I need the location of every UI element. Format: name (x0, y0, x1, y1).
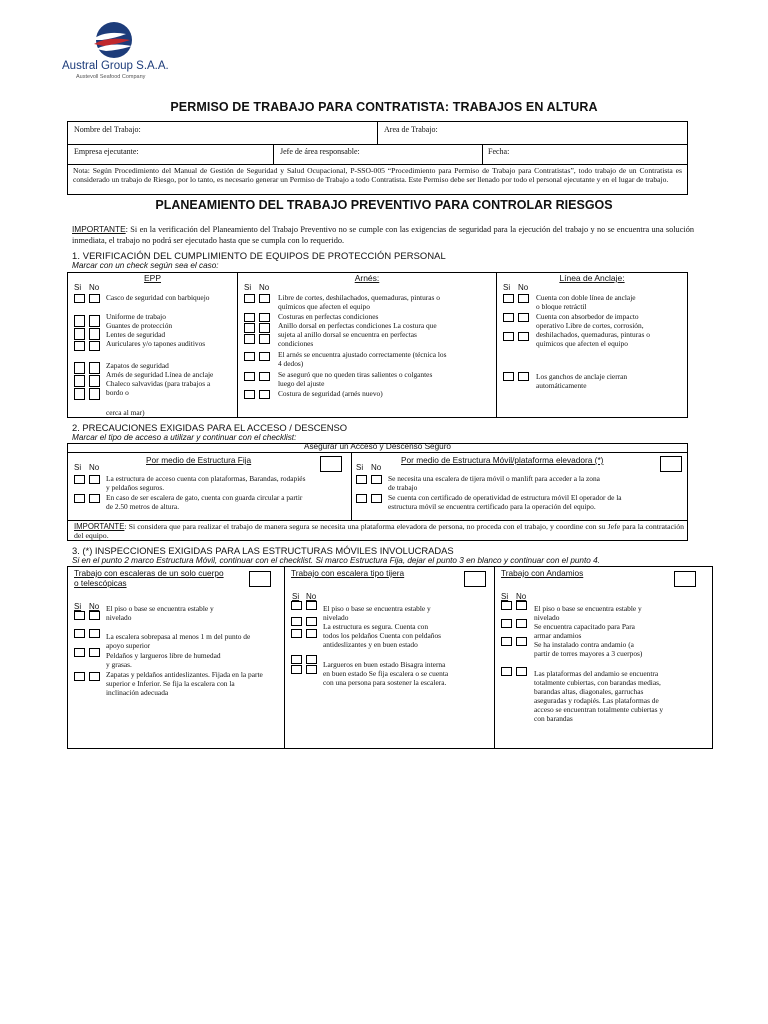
col1-si-checkbox[interactable] (74, 648, 85, 657)
movil-si-label: Si (356, 463, 364, 472)
arnes-no-checkbox[interactable] (259, 323, 270, 333)
anclaje-item: Los ganchos de anclaje cierran automáticamente (536, 372, 628, 390)
col2-si-label: Si (292, 592, 300, 601)
epp-title: EPP (143, 273, 161, 283)
empresa-field[interactable]: Empresa ejecutante: (74, 147, 139, 156)
epp-no-checkbox[interactable] (89, 388, 100, 400)
anclaje-no-checkbox[interactable] (518, 294, 529, 303)
col3-no-label: No (516, 592, 527, 601)
col1-item: El piso o base se encuentra estable y nivelado (106, 604, 214, 622)
arnes-title: Arnés: (354, 273, 380, 283)
col2-no-checkbox[interactable] (306, 655, 317, 664)
col3-si-label: Si (501, 592, 509, 601)
fija-title: Por medio de Estructura Fija (146, 455, 252, 465)
col1-no-checkbox[interactable] (89, 672, 100, 681)
s2-importante (74, 522, 684, 541)
s2-hint: Marcar el tipo de acceso a utilizar y continuar con el checklist: (72, 433, 297, 442)
epp-no-checkbox[interactable] (89, 328, 100, 340)
anclaje-si-checkbox[interactable] (503, 372, 514, 381)
fija-no-label: No (89, 463, 100, 472)
arnes-item: El arnés se encuentra ajustado correctamente (técnica los 4 dedos) (278, 350, 447, 368)
epp-si-checkbox[interactable] (74, 375, 85, 387)
col1-si-checkbox[interactable] (74, 611, 85, 620)
col3-si-checkbox[interactable] (501, 637, 512, 646)
epp-no-checkbox[interactable] (89, 362, 100, 374)
epp-no-checkbox[interactable] (89, 294, 100, 303)
fija-si-label: Si (74, 463, 82, 472)
col2-si-checkbox[interactable] (291, 629, 302, 638)
arnes-si-checkbox[interactable] (244, 323, 255, 333)
fecha-field[interactable]: Fecha: (488, 147, 510, 156)
arnes-no-checkbox[interactable] (259, 372, 270, 381)
arnes-item: Anillo dorsal en perfectas condiciones La costura que sujeta al anillo dorsal se encuentra en perfectas condiciones (278, 321, 437, 348)
movil-no-checkbox[interactable] (371, 475, 382, 484)
s2-importante-text: : Si considera que para realizar el trabajo de manera segura se necesita una plataforma elevadora de persona, no proceda con el trabajo, y coordine con su Jefe para la contratación del equipo. (74, 522, 684, 541)
s3-title: 3. (*) INSPECCIONES EXIGIDAS PARA LAS ESTRUCTURAS MÓVILES INVOLUCRADAS (72, 545, 454, 556)
col3-title: Trabajo con Andamios (501, 568, 584, 578)
epp-item: Uniforme de trabajo (106, 312, 166, 321)
anclaje-no-label: No (518, 283, 529, 292)
col1-no-checkbox[interactable] (89, 648, 100, 657)
movil-no-label: No (371, 463, 382, 472)
company-name: Austral Group S.A.A. (62, 60, 169, 72)
col1-item: La escalera sobrepasa al menos 1 m del punto de apoyo superior (106, 632, 251, 650)
arnes-si-checkbox[interactable] (244, 352, 255, 361)
epp-si-checkbox[interactable] (74, 315, 85, 327)
col3-no-checkbox[interactable] (516, 601, 527, 610)
epp-item: Arnés de seguridad Línea de anclaje Chaleco salvavidas (para trabajos a bordo o (106, 370, 214, 397)
col1-item: Peldaños y largueros libre de humedad y grasas. (106, 651, 221, 669)
col3-item: El piso o base se encuentra estable y nivelado (534, 604, 642, 622)
col3-item: Las plataformas del andamio se encuentra totalmente cubiertas, con barandas medias, barandas altas, diagonales, garruchas aseguradas y rodapiés. Las plataformas de acceso se encuentran totalmente cubiertas y con barandas (534, 669, 664, 723)
arnes-no-checkbox[interactable] (259, 352, 270, 361)
col2-no-checkbox[interactable] (306, 601, 317, 610)
col2-si-checkbox[interactable] (291, 655, 302, 664)
arnes-no-checkbox[interactable] (259, 313, 270, 322)
col1-title: Trabajo con escaleras de un solo cuerpo o telescópicas (74, 568, 224, 588)
col3-no-checkbox[interactable] (516, 619, 527, 628)
fija-no-checkbox[interactable] (89, 494, 100, 503)
epp-no-checkbox[interactable] (89, 341, 100, 351)
s1-table (67, 272, 688, 418)
col3-si-checkbox[interactable] (501, 667, 512, 676)
col3-item: Se ha instalado contra andamio (a partir de torres mayores a 3 cuerpos) (534, 640, 643, 658)
anclaje-no-checkbox[interactable] (518, 313, 529, 322)
arnes-si-checkbox[interactable] (244, 294, 255, 303)
importante-text: : Si en la verificación del Planeamiento del Trabajo Preventivo no se cumple con las exigencias de seguridad para la ejecución del trabajo y no se encuentra una solución inmediata, el trabajo no podrá ser ejecutado hasta que se cumpla con lo requerido. (72, 225, 694, 245)
arnes-no-checkbox[interactable] (259, 390, 270, 399)
col3-si-checkbox[interactable] (501, 619, 512, 628)
col2-no-checkbox[interactable] (306, 629, 317, 638)
anclaje-si-checkbox[interactable] (503, 332, 514, 341)
movil-title: Por medio de Estructura Móvil/plataforma elevadora (*) (401, 455, 604, 465)
arnes-no-checkbox[interactable] (259, 334, 270, 344)
epp-no-label: No (89, 283, 100, 292)
document-title: PERMISO DE TRABAJO PARA CONTRATISTA: TRABAJOS EN ALTURA (170, 100, 598, 114)
col3-no-checkbox[interactable] (516, 667, 527, 676)
col1-si-checkbox[interactable] (74, 672, 85, 681)
epp-item: Lentes de seguridad (106, 330, 166, 339)
col1-si-label: Si (74, 602, 82, 611)
importante-label: IMPORTANTE (72, 224, 126, 234)
anclaje-si-checkbox[interactable] (503, 294, 514, 303)
movil-item: Se necesita una escalera de tijera móvil o manlift para acceder a la zona de trabajo (388, 474, 600, 492)
fija-si-checkbox[interactable] (74, 475, 85, 484)
col2-select-box[interactable] (464, 571, 486, 587)
logo-icon (64, 18, 164, 62)
col1-select-box[interactable] (249, 571, 271, 587)
nombre-trabajo-field[interactable]: Nombre del Trabajo: (74, 125, 141, 134)
col2-si-checkbox[interactable] (291, 601, 302, 610)
movil-si-checkbox[interactable] (356, 494, 367, 503)
epp-item: Auriculares y/o tapones auditivos (106, 339, 206, 348)
movil-si-checkbox[interactable] (356, 475, 367, 484)
movil-item: Se cuenta con certificado de operatividad de estructura móvil El operador de la estructura móvil se encuentra certificado para la operación del equipo. (388, 493, 622, 511)
anclaje-item: Cuenta con absorbedor de impacto operativo Libre de cortes, corrosión, deshilachados, quemaduras, pinturas o químicos que afecten el equipo (536, 312, 650, 348)
anclaje-no-checkbox[interactable] (518, 372, 529, 381)
importante-note (72, 224, 694, 246)
col3-item: Se encuentra capacitado para Para armar andamios (534, 622, 635, 640)
arnes-si-checkbox[interactable] (244, 334, 255, 344)
arnes-si-checkbox[interactable] (244, 313, 255, 322)
header-fields-table (67, 121, 688, 195)
col3-no-checkbox[interactable] (516, 637, 527, 646)
col2-title: Trabajo con escalera tipo tijera (291, 568, 405, 578)
nota-text: Nota: Según Procedimiento del Manual de Gestión de Seguridad y Salud Ocupacional, P-SSO-005 “Procedimiento para Permiso de Trabajo para Contratistas”, todo trabajo de un Contratista es considerado un trabajo de Riesgo, por lo tanto, es necesario generar un Permiso de Trabajo a todo Contratista. Este Permiso debe ser llenado por todo el personal ejecutante y en el lugar de trabajo. (73, 166, 682, 185)
col1-no-label: No (89, 602, 100, 611)
col2-item: Largueros en buen estado Bisagra interna en buen estado Se fija escalera o se cuenta con una persona para sostener la escalera. (323, 660, 449, 687)
movil-select-box[interactable] (660, 456, 682, 472)
fija-select-box[interactable] (320, 456, 342, 472)
movil-no-checkbox[interactable] (371, 494, 382, 503)
epp-no-checkbox[interactable] (89, 315, 100, 327)
epp-item: Zapatos de seguridad (106, 361, 169, 370)
col1-no-checkbox[interactable] (89, 611, 100, 620)
s3-hint: Si en el punto 2 marco Estructura Móvil, continuar con el checklist. Si marco Estructura Fija, dejar el punto 3 en blanco y continuar con el punto 4. (72, 556, 600, 565)
s2-title: 2. PRECAUCIONES EXIGIDAS PARA EL ACCESO / DESCENSO (72, 422, 348, 433)
arnes-item: Libre de cortes, deshilachados, quemaduras, pinturas o químicos que afecten el equipo (278, 293, 440, 311)
company-logo (62, 18, 169, 80)
company-tagline: Austevoll Seafood Company (76, 74, 146, 80)
epp-si-checkbox[interactable] (74, 341, 85, 351)
col1-no-checkbox[interactable] (89, 629, 100, 638)
arnes-si-label: Si (244, 283, 252, 292)
col2-no-checkbox[interactable] (306, 617, 317, 626)
anclaje-si-checkbox[interactable] (503, 313, 514, 322)
arnes-item: Se aseguró que no queden tiras salientes o colgantes luego del ajuste (278, 370, 433, 388)
fija-item: En caso de ser escalera de gato, cuenta con guarda circular a partir de 2.50 metros de altura. (106, 493, 303, 511)
epp-no-checkbox[interactable] (89, 375, 100, 387)
col2-si-checkbox[interactable] (291, 665, 302, 674)
epp-si-checkbox[interactable] (74, 328, 85, 340)
col3-select-box[interactable] (674, 571, 696, 587)
epp-si-checkbox[interactable] (74, 388, 85, 400)
fija-item: La estructura de acceso cuenta con plataformas, Barandas, rodapiés y peldaños seguros. (106, 474, 306, 492)
col2-no-label: No (306, 592, 317, 601)
epp-item: Casco de seguridad con barbiquejo (106, 293, 210, 302)
col2-si-checkbox[interactable] (291, 617, 302, 626)
col3-si-checkbox[interactable] (501, 601, 512, 610)
s2-importante-label: IMPORTANTE (74, 522, 125, 531)
arnes-item: Costura de seguridad (arnés nuevo) (278, 389, 383, 398)
arnes-no-checkbox[interactable] (259, 294, 270, 303)
anclaje-title: Línea de Anclaje: (559, 273, 625, 283)
col1-si-checkbox[interactable] (74, 629, 85, 638)
s2-table (67, 443, 688, 541)
anclaje-item: Cuenta con doble línea de anclaje o bloque retráctil (536, 293, 636, 311)
col2-no-checkbox[interactable] (306, 665, 317, 674)
arnes-si-checkbox[interactable] (244, 390, 255, 399)
s2-box-title: Asegurar un Acceso y Descenso Seguro (303, 442, 451, 451)
area-trabajo-field[interactable]: Area de Trabajo: (384, 125, 438, 134)
epp-si-checkbox[interactable] (74, 294, 85, 303)
jefe-area-field[interactable]: Jefe de área responsable: (280, 147, 360, 156)
epp-item: Guantes de protección (106, 321, 173, 330)
epp-si-checkbox[interactable] (74, 362, 85, 374)
anclaje-si-label: Si (503, 283, 511, 292)
s1-title: 1. VERIFICACIÓN DEL CUMPLIMIENTO DE EQUIPOS DE PROTECCIÓN PERSONAL (72, 250, 446, 261)
col2-item: La estructura es segura. Cuenta con todos los peldaños Cuenta con peldaños antideslizantes y en buen estado (323, 622, 442, 649)
arnes-item: Costuras en perfectas condiciones (278, 312, 379, 321)
arnes-si-checkbox[interactable] (244, 372, 255, 381)
epp-si-label: Si (74, 283, 82, 292)
fija-no-checkbox[interactable] (89, 475, 100, 484)
s1-hint: Marcar con un check según sea el caso: (72, 261, 219, 270)
section-title: PLANEAMIENTO DEL TRABAJO PREVENTIVO PARA CONTROLAR RIESGOS (155, 198, 613, 212)
fija-si-checkbox[interactable] (74, 494, 85, 503)
anclaje-no-checkbox[interactable] (518, 332, 529, 341)
epp-item: cerca al mar) (106, 408, 145, 417)
s3-table (67, 566, 713, 749)
col1-item: Zapatas y peldaños antideslizantes. Fijada en la parte superior e Inferior. Se fija la escalera con la inclinación adecuada (106, 670, 263, 697)
arnes-no-label: No (259, 283, 270, 292)
col2-item: El piso o base se encuentra estable y nivelado (323, 604, 431, 622)
